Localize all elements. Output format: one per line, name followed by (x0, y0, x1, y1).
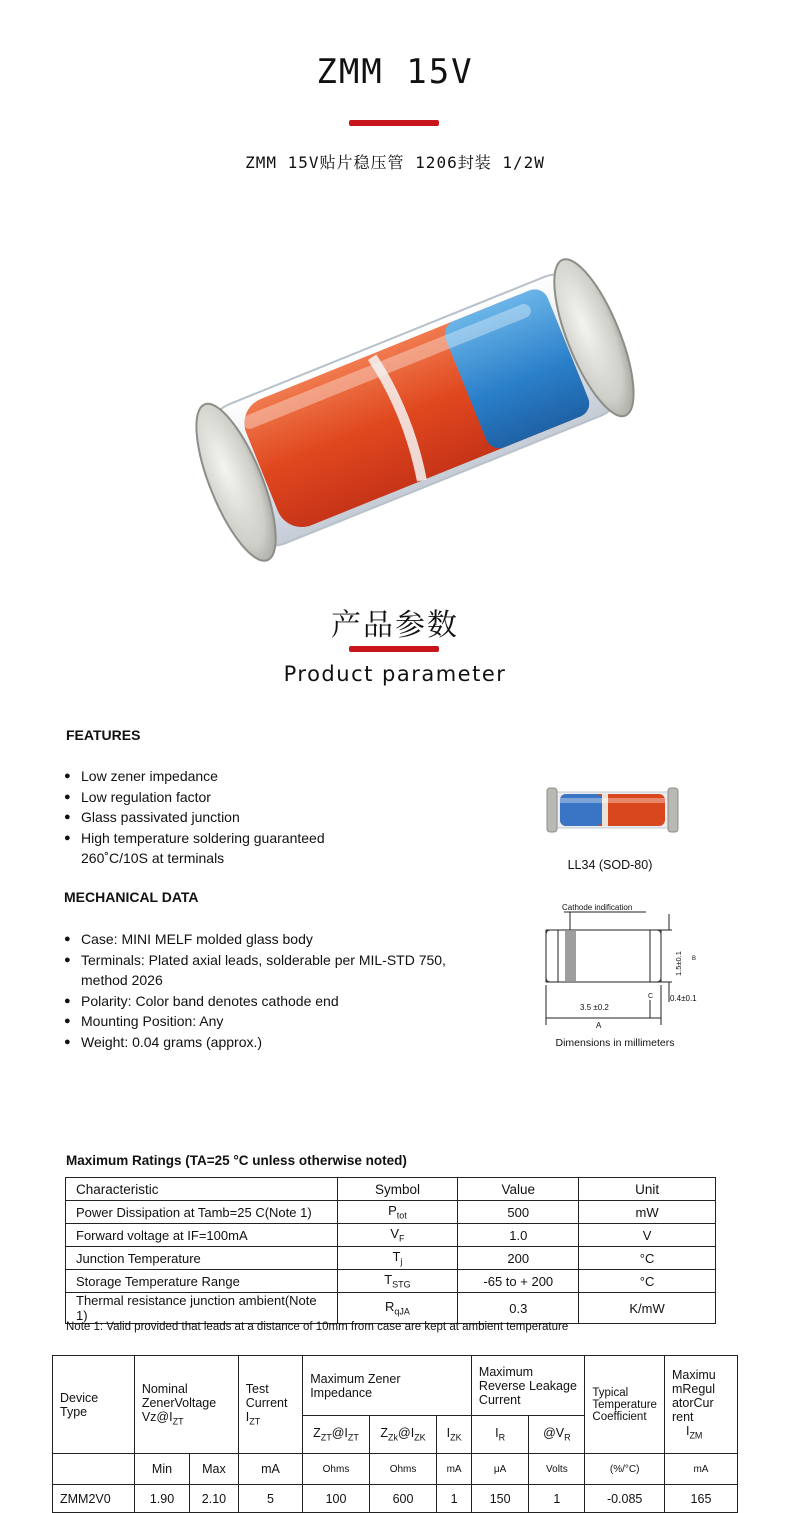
ratings-header-cell: Symbol (337, 1178, 458, 1201)
symbol-cell: $T_j$ (337, 1247, 458, 1270)
mechanical-item: ● Polarity: Color band denotes cathode end (64, 991, 484, 1012)
table-cell: Forward voltage at IF=100mA (66, 1224, 338, 1247)
table-cell: -0.085 (585, 1485, 665, 1513)
units-cell: mA (664, 1454, 737, 1485)
dimension-b-letter: B (692, 956, 697, 962)
mechanical-item-continuation: method 2026 (81, 972, 163, 988)
symbol-cell: $T_{STG}$ (337, 1270, 458, 1293)
features-list (64, 766, 484, 869)
table-cell: 2.10 (190, 1485, 239, 1513)
table-row (66, 1201, 716, 1224)
feature-item: ● Low zener impedance (64, 766, 484, 787)
dimension-c-value: 0.4±0.1 (670, 994, 697, 1003)
feature-item: ● Low regulation factor (64, 787, 484, 808)
symbol-cell: $R_{qJA}$ (337, 1293, 458, 1324)
units-cell (53, 1454, 135, 1485)
header-vr: $@V_R$ (529, 1416, 585, 1454)
symbol-cell: $P_{tot}$ (337, 1201, 458, 1224)
table-cell: K/mW (579, 1293, 716, 1324)
section-title-cn: 产品参数 (331, 608, 459, 643)
dimension-b-value: 1.5±0.1 (674, 951, 683, 976)
page-subtitle: ZMM 15V贴片稳压管 1206封装 1/2W (245, 153, 545, 172)
units-cell: mA (437, 1454, 472, 1485)
ratings-header-cell: Unit (579, 1178, 716, 1201)
units-cell: Max (190, 1454, 239, 1485)
section-title-en: Product parameter (283, 662, 507, 686)
package-image (545, 784, 680, 836)
table-cell: °C (579, 1270, 716, 1293)
table-row (66, 1270, 716, 1293)
header-test-current: Test Current $I_{ZT}$ (238, 1356, 302, 1454)
mechanical-heading: MECHANICAL DATA (64, 889, 199, 905)
header-temp-coefficient: Typical Temperature Coefficient (585, 1356, 665, 1454)
header-regulator-current: Maximu mRegul atorCur rent $I_{ZM}$ (664, 1356, 737, 1454)
units-cell: Volts (529, 1454, 585, 1485)
mechanical-item: ● Weight: 0.04 grams (approx.) (64, 1032, 484, 1053)
table-cell: 1 (529, 1485, 585, 1513)
zener-header-row (53, 1356, 738, 1416)
table-cell: Thermal resistance junction ambient(Note 1) (66, 1293, 338, 1324)
units-cell: (%/°C) (585, 1454, 665, 1485)
mechanical-list (64, 929, 484, 1052)
table-cell: mW (579, 1201, 716, 1224)
feature-item: ● High temperature soldering guaranteed (64, 828, 484, 849)
units-cell: mA (238, 1454, 302, 1485)
title-underline (349, 120, 439, 126)
zener-table (52, 1355, 738, 1513)
units-cell: Min (134, 1454, 189, 1485)
features-heading: FEATURES (66, 727, 141, 743)
header-nominal-voltage: Nominal ZenerVoltage $Vz@I_{ZT}$ (134, 1356, 238, 1454)
header-zener-impedance: Maximum Zener Impedance (303, 1356, 472, 1416)
mechanical-item: ● Mounting Position: Any (64, 1011, 484, 1032)
header-ir: $I_R$ (471, 1416, 528, 1454)
mechanical-item: ● Case: MINI MELF molded glass body (64, 929, 484, 950)
ratings-header-cell: Characteristic (66, 1178, 338, 1201)
table-row (53, 1485, 738, 1513)
table-cell: 165 (664, 1485, 737, 1513)
header-zzk: $Z_{Zk}@I_{ZK}$ (369, 1416, 436, 1454)
table-cell: 150 (471, 1485, 528, 1513)
ratings-table (65, 1177, 716, 1324)
table-cell: °C (579, 1247, 716, 1270)
units-cell: Ohms (303, 1454, 370, 1485)
product-photo (0, 210, 790, 610)
table-cell: Storage Temperature Range (66, 1270, 338, 1293)
table-cell: 1.90 (134, 1485, 189, 1513)
page-title: ZMM 15V (316, 52, 474, 92)
table-cell: 200 (458, 1247, 579, 1270)
table-cell: -65 to + 200 (458, 1270, 579, 1293)
table-row (66, 1247, 716, 1270)
dimension-a-letter: A (596, 1021, 602, 1030)
package-label: LL34 (SOD-80) (567, 858, 653, 872)
table-cell: 0.3 (458, 1293, 579, 1324)
ratings-heading: Maximum Ratings (TA=25 °C unless otherwise noted) (66, 1153, 407, 1168)
header-device-type: Device Type (53, 1356, 135, 1454)
table-cell: 1 (437, 1485, 472, 1513)
table-cell: V (579, 1224, 716, 1247)
units-cell: μA (471, 1454, 528, 1485)
header-leakage-current: Maximum Reverse Leakage Current (471, 1356, 584, 1416)
ratings-note: Note 1: Valid provided that leads at a distance of 10mm from case are kept at ambient temperature (66, 1321, 569, 1333)
section-underline (349, 646, 439, 652)
table-cell: ZMM2V0 (53, 1485, 135, 1513)
dimension-caption: Dimensions in millimeters (555, 1037, 675, 1049)
ratings-header-row (66, 1178, 716, 1201)
header-izk: $I_{ZK}$ (437, 1416, 472, 1454)
units-row (53, 1454, 738, 1485)
table-cell: Junction Temperature (66, 1247, 338, 1270)
feature-item-continuation: 260˚C/10S at terminals (81, 850, 225, 866)
table-cell: 1.0 (458, 1224, 579, 1247)
table-row (66, 1293, 716, 1324)
table-cell: 500 (458, 1201, 579, 1224)
units-cell: Ohms (369, 1454, 436, 1485)
table-cell: Power Dissipation at Tamb=25 C(Note 1) (66, 1201, 338, 1224)
cathode-label: Cathode indification (562, 903, 633, 912)
table-cell: 5 (238, 1485, 302, 1513)
dimension-a-value: 3.5 ±0.2 (580, 1003, 609, 1012)
dimension-c-letter: C (648, 993, 654, 1000)
header-zzt: $Z_{ZT}@I_{ZT}$ (303, 1416, 370, 1454)
table-cell: 600 (369, 1485, 436, 1513)
table-cell: 100 (303, 1485, 370, 1513)
ratings-header-cell: Value (458, 1178, 579, 1201)
mechanical-item: ● Terminals: Plated axial leads, solderable per MIL-STD 750, (64, 950, 484, 971)
symbol-cell: $V_F$ (337, 1224, 458, 1247)
dimension-drawing (540, 900, 720, 1050)
table-row (66, 1224, 716, 1247)
feature-item: ● Glass passivated junction (64, 807, 484, 828)
